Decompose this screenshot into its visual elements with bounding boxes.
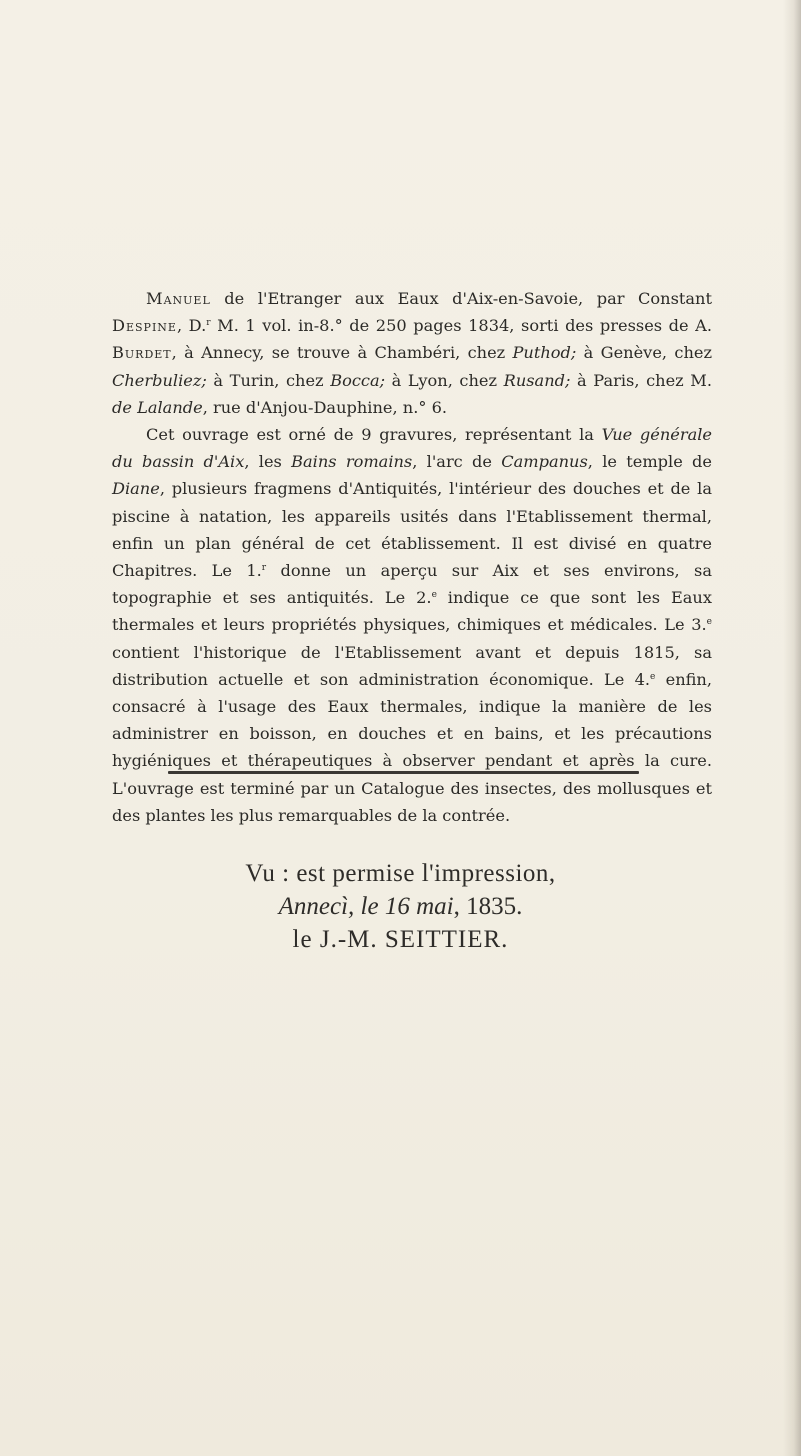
page-edge-shadow xyxy=(783,0,801,1456)
text-run: , plusieurs fragmens d'Antiquités, l'intérieur des douches et de la piscine à natation, les appareils usités dans l'Etablissement thermal, enfin un plan général de cet établissement. Il est divisé en quatre Chapitres. Le 1. xyxy=(112,479,712,581)
bookseller-rusand: Rusand; xyxy=(503,370,571,390)
bookseller-lalande: de Lalande xyxy=(112,397,203,417)
text-run: , à Annecy, se trouve à Chambéri, chez xyxy=(171,343,513,363)
text-run: contient l'historique de l'Etablissement avant et depuis 1815, sa distribution actuelle et son administration économique. Le 4. xyxy=(112,642,712,689)
text-run: à Turin, chez xyxy=(206,370,331,390)
text-run: , le temple de xyxy=(587,452,712,472)
text-run: à Lyon, chez xyxy=(385,370,504,390)
place-date-italic: Annecì, le 16 mai xyxy=(278,893,454,920)
text-run: , l'arc de xyxy=(412,452,502,472)
text-run: Cet ouvrage est orné de 9 gravures, représentant la xyxy=(146,425,602,445)
superscript: e xyxy=(431,590,437,601)
text-run: , rue d'Anjou-Dauphine, n.° 6. xyxy=(202,397,448,417)
word-manuel: Manuel xyxy=(146,289,211,308)
author-name: Despine xyxy=(112,316,177,336)
year-text: , 1835. xyxy=(453,893,523,920)
engraving-bains: Bains romains xyxy=(291,452,413,472)
text-run: M. 1 vol. in-8.° de 250 pages 1834, sorti des presses de A. xyxy=(210,316,713,336)
bookseller-cherbuliez: Cherbuliez; xyxy=(112,370,207,390)
superscript: e xyxy=(706,617,712,628)
text-run: , D. xyxy=(176,316,207,336)
engraving-vue: Vue générale du bassin d'Aix xyxy=(112,425,712,472)
text-run: indique ce que sont les Eaux thermales et leurs propriétés physiques, chimiques et médicales. Le 3. xyxy=(112,588,712,635)
text-run: donne un aperçu sur Aix et ses environs, sa topographie et ses antiquités. Le 2. xyxy=(112,561,713,608)
imprimatur-signatory: le J.-M. SEITTIER. xyxy=(292,926,509,953)
text-run: de l'Etranger aux Eaux d'Aix-en-Savoie, par Constant xyxy=(210,289,712,308)
imprimatur-place-date xyxy=(0,893,801,921)
text-run: enfin, consacré à l'usage des Eaux thermales, indique la manière de les administrer en boisson, en douches et en bains, et les précautions hygiéniques et thérapeutiques à observer pendant et après la cure. L'ouvrage est terminé par un Catalogue des insectes, des mollusques et des plantes les plus remarquables de la contrée. xyxy=(112,669,712,825)
printer-name: Burdet xyxy=(112,343,172,363)
bookseller-puthod: Puthod; xyxy=(512,343,577,363)
imprimatur-line: Vu : est permise l'impression, xyxy=(245,860,556,887)
horizontal-rule xyxy=(168,771,639,774)
superscript: r xyxy=(261,563,267,574)
text-run: à Genève, chez xyxy=(576,343,712,363)
text-run: , les xyxy=(244,452,292,472)
text-run: à Paris, chez M. xyxy=(570,370,712,390)
bookseller-bocca: Bocca; xyxy=(330,370,386,390)
superscript: e xyxy=(650,671,656,682)
notice-text xyxy=(112,285,712,829)
paragraph-publication xyxy=(112,285,712,421)
engraving-campanus: Campanus xyxy=(501,452,588,472)
engraving-diane: Diane xyxy=(112,479,160,499)
superscript: r xyxy=(206,318,211,329)
paragraph-description xyxy=(112,421,712,829)
